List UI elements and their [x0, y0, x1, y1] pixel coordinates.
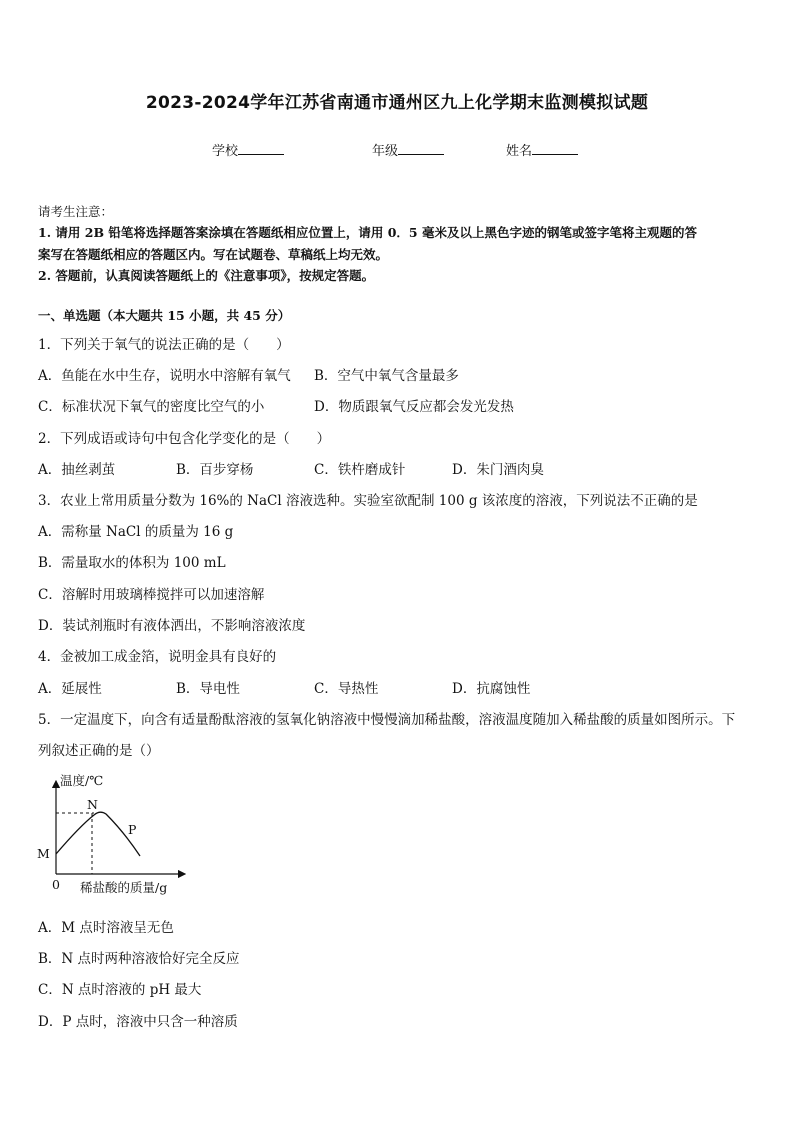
y-axis-label: 温度/℃ [60, 773, 104, 788]
question-4-option-b: B．导电性 [176, 681, 240, 697]
question-1-option-c: C．标准状况下氧气的密度比空气的小 [38, 399, 265, 415]
question-5-option-b: B．N 点时两种溶液恰好完全反应 [38, 951, 240, 967]
school-blank [238, 142, 284, 155]
name-field [506, 140, 578, 159]
school-label: 学校 [212, 144, 239, 159]
grade-blank [398, 142, 444, 155]
question-4-stem: 4．金被加工成金箔，说明金具有良好的 [38, 649, 277, 665]
question-3-option-b: B．需量取水的体积为 100 mL [38, 555, 226, 571]
question-4-option-a: A．延展性 [38, 681, 102, 697]
question-4-option-d: D．抗腐蚀性 [452, 681, 531, 697]
grade-label: 年级 [372, 144, 399, 159]
notice-item-2: 2. 答题前，认真阅读答题纸上的《注意事项》，按规定答题。 [38, 268, 375, 283]
question-2-option-a: A．抽丝剥茧 [38, 462, 116, 478]
grade-field [372, 140, 444, 159]
question-2-option-c: C．铁杵磨成针 [314, 462, 406, 478]
question-5-option-a: A．M 点时溶液呈无色 [38, 920, 174, 936]
question-2-option-b: B．百步穿杨 [176, 462, 254, 478]
question-5-stem-line-2: 列叙述正确的是（） [38, 743, 160, 759]
question-4-option-c: C．导热性 [314, 681, 379, 697]
question-3-option-a: A．需称量 NaCl 的质量为 16 g [38, 524, 234, 540]
question-3-option-d: D．装试剂瓶时有液体洒出，不影响溶液浓度 [38, 618, 306, 634]
section-heading: 一、单选题（本大题共 15 小题，共 45 分） [38, 308, 291, 323]
origin-label: 0 [52, 877, 60, 892]
notice-heading: 请考生注意： [38, 204, 114, 219]
question-5-option-c: C．N 点时溶液的 pH 最大 [38, 982, 202, 998]
question-2-stem: 2．下列成语或诗句中包含化学变化的是（ ） [38, 431, 331, 447]
question-3-stem: 3．农业上常用质量分数为 16%的 NaCl 溶液选种。实验室欲配制 100 g 该浓度的溶液，下列说法不正确的是 [38, 493, 698, 509]
name-blank [532, 142, 578, 155]
question-2-option-d: D．朱门酒肉臭 [452, 462, 544, 478]
page-title: 2023-2024学年江苏省南通市通州区九上化学期末监测模拟试题 [145, 93, 649, 113]
notice-item-1-line-2: 案写在答题纸相应的答题区内。写在试题卷、草稿纸上均无效。 [38, 247, 389, 262]
question-1-stem: 1．下列关于氧气的说法正确的是（ ） [38, 337, 290, 353]
point-p-label: P [128, 822, 137, 837]
question-1-option-d: D．物质跟氧气反应都会发光发热 [314, 399, 514, 415]
question-1-option-a: A．鱼能在水中生存，说明水中溶解有氧气 [38, 368, 291, 384]
question-5-stem-line-1: 5．一定温度下，向含有适量酚酞溶液的氢氧化钠溶液中慢慢滴加稀盐酸，溶液温度随加入稀盐酸的质量如图所示。下 [38, 712, 736, 728]
temperature-graph [34, 770, 194, 900]
question-5-option-d: D．P 点时，溶液中只含一种溶质 [38, 1014, 238, 1030]
name-label: 姓名 [506, 144, 533, 159]
x-axis-label: 稀盐酸的质量/g [80, 880, 168, 895]
question-3-option-c: C．溶解时用玻璃棒搅拌可以加速溶解 [38, 587, 265, 603]
point-m-label: M [37, 846, 50, 861]
point-n-label: N [87, 797, 98, 812]
notice-item-1-line-1: 1. 请用 2B 铅笔将选择题答案涂填在答题纸相应位置上，请用 0．5 毫米及以上黑色字迹的钢笔或签字笔将主观题的答 [38, 225, 697, 240]
question-1-option-b: B．空气中氧气含量最多 [314, 368, 459, 384]
school-field [212, 140, 284, 159]
